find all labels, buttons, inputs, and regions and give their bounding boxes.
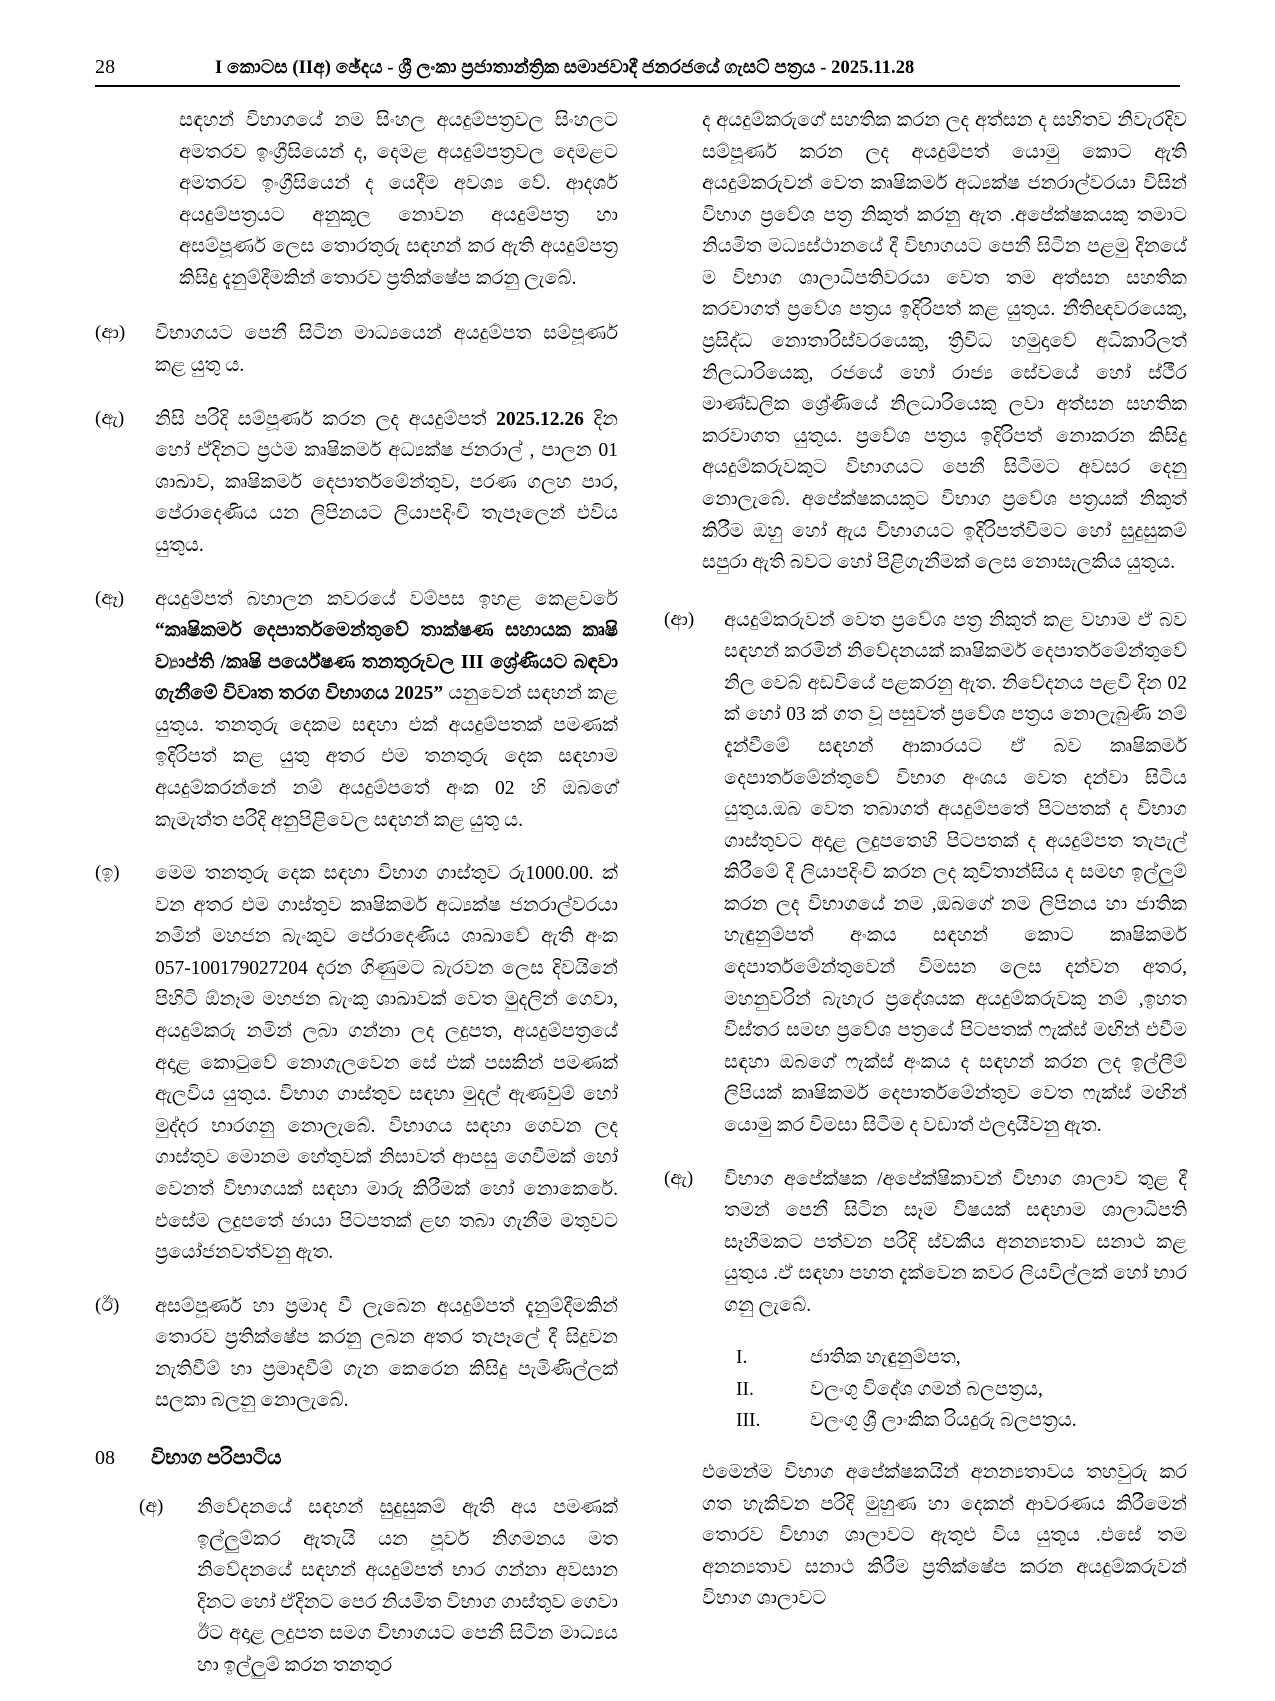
page-number: 28 (95, 56, 116, 78)
right-closing-paragraph: එමෙන්ම විභාග අපේක්ෂකයින් අනන්‍යතාවය තහවුරු කර ගත හැකිවන පරිදි මුහුණ හා දෙකන් ආවරණය කිරීමෙන් තොරව විභාග ශාලාවට ඇතුළු විය යුතුය .එසේ තම අනන්‍යතාව සනාථ කිරීම ප්‍රතික්ෂේප කරන අයදුම්කරුවන් විභාග ශාලාවට (702, 1462, 1187, 1610)
paragraph-aa (95, 318, 618, 381)
section-number: 08 (95, 1446, 115, 1469)
left-continuation-paragraph: සඳහන් විභාගයේ නම සිංහල අයදුම්පත්‍රවල සිංහලට අමතරව ඉංග්‍රීසියෙන් ද, දෙමළ අයදුම්පත්‍රවල දෙමළට අමතරව ඉංග්‍රීසියෙන් ද යෙදීම අවශ්‍ය වේ. ආදර්ශ අයදුම්පත්‍රයට අනුකූල නොවන අයදුම්පත්‍ර හා අසම්පූර්ණ ලෙස තොරතුරු සඳහන් කර ඇති අයදුම්පත්‍ර කිසිදු දැනුම්දීමකින් තොරව ප්‍රතික්ෂේප කරනු ලැබේ. (179, 110, 618, 289)
page-header (95, 56, 1180, 85)
paragraph-aee (95, 584, 618, 837)
text-segment: හි ඔබගේ කැමැත්ත පරිදි අනුපිළිවෙල සඳහන් කළ යුතු ය. (155, 777, 619, 831)
paragraph-text (155, 404, 618, 562)
form-field-number: 02 (495, 777, 515, 799)
text-segment: අයදුම්කරුවන් වෙත ප්‍රවේශ පත්‍ර නිකුත් කළ වහාම ඒ බව සඳහන් කරමින් නිවේදනයක් කෘෂිකර්ම දෙපාර්තමේන්තුවේ නිල වෙබ් අඩවියේ පළකරනු ඇත. නිවේදනය පළවී දින (724, 609, 1187, 694)
paragraph-i (95, 858, 618, 1269)
right-continuation-paragraph: ද අයදුම්කරුගේ සහතික කරන ලද අත්සන ද සහිතව නිවැරදිව සම්පූර්ණ කරන ලද අයදුම්පත් යොමු කොට ඇති අයදුම්කරුවන් වෙත කෘෂිකර්ම අධ්‍යක්ෂ ජනරාල්වරයා විසින් විභාග ප්‍රවේශ පත්‍ර නිකුත් කරනු ඇත .අපේක්ෂකයකු තමාට නියමිත මධ්‍යස්ථානයේ දී විභාගයට පෙනී සිටින පළමු දිනයේ ම විභාග ශාලාධිපතිවරයා වෙත තම අත්සන සහතික කරවාගත් ප්‍රවේශ පත්‍රය ඉදිරිපත් කළ යුතුය. නීතිඥවරයෙකු, ප්‍රසිද්ධ නොතාරිස්වරයෙකු, ත්‍රිවිධ හමුදාවේ අධිකාරිලත් නිලධාරියෙකු, රජයේ හෝ රාජ්‍ය සේවයේ හෝ ස්ථීර මාණ්ඩලික ශ්‍රේණියේ නිලධාරියෙකු ලවා අත්සන සහතික කරවාගත යුතුය. ප්‍රවේශ පත්‍රය ඉදිරිපත් නොකරන කිසිදු අයදුම්කරුවකුට විභාගයට පෙනී සිටීමට අවසර දෙනු නොලැබේ. අපේක්ෂකයකුට විභාග ප්‍රවේශ පත්‍රයක් නිකුත් කිරීම ඔහු හෝ ඇය විභාගයට ඉදිරිපත්වීමට හෝ සුදුසුකම් සපුරා ඇති බවට හෝ පිළිගැනීමක් ලෙස නොසැලකිය යුතුය. (702, 110, 1187, 574)
section-paragraph-a (139, 1492, 618, 1681)
paragraph-text: විභාග අපේක්ෂක /අපේක්ෂිකාවන් විභාග ශාලාව තුළ දී තමන් පෙනී සිටින සෑම විෂයක් සඳහාම ශාලාධිපති සෑහීමකට පත්වන පරිදි ස්වකීය අනන්‍යතාව සනාථ කළ යුතුය .ඒ සඳහා පහත දැක්වෙන කවර ලියවිල්ලක් හෝ භාර ගනු ලැබේ. (724, 1168, 1187, 1316)
exam-title-quote: “කෘෂිකර්ම දෙපාර්තමෙන්තුවේ තාක්ෂණ සහායක කෘෂි ව්‍යාප්ති /කෘෂි පර්යේෂණ තනතුරුවල III ශ්‍රේණියට බඳවා ගැනීමේ විවෘත තරග විභාගය 2025” (155, 620, 618, 705)
paragraph-text (155, 584, 618, 837)
deadline-date: 2025.12.26 (496, 408, 584, 430)
gazette-title: I කොටස (IIඅ) ඡේදය - ශ්‍රී ලංකා ප්‍රජාතාන්ත්‍රික සමාජවාදී ජනරජයේ ගැසට් පත්‍රය - 2025.11.28 (215, 58, 915, 78)
left-column (95, 105, 618, 1701)
list-item-number: II. (736, 1378, 754, 1400)
two-column-body (95, 105, 1187, 1701)
right-paragraph-ae (664, 1164, 1187, 1322)
text-segment: ක් ගත වූ පසුවත් ප්‍රවේශ පත්‍රය නොලැබුණි නම් දැන්වීමේ සඳහන් ආකාරයට ඒ බව කෘෂිකර්ම දෙපාර්තමේන්තුවේ විභාග අංශය වෙත දන්වා සිටිය යුතුය.ඔබ වෙත තබාගත් අයදුම්පතේ පිටපතක් ද විභාග ගාස්තුවට අදාළ ලදුපතෙහි පිටපතක් ද අයදුම්පත තැපැල් කිරීමේ දී ලියාපදිංචි කරන ලද කුවිතාන්සිය ද සමඟ ඉල්ලුම් කරන ලද විභාගයේ නම ,ඔබගේ නම ලිපිනය හා ජාතික හැඳුනුම්පත් අංකය සඳහන් කොට කෘෂිකර්ම දෙපාර්තමේන්තුවෙන් විමසන ලෙස දන්වන අතර, මහනුවරින් බැහැර ප්‍රදේශයක අයදුම්කරුවකු නම් ,ඉහත විස්තර සමඟ ප්‍රවේශ පත්‍රයේ පිටපතක් ෆැක්ස් මඟින් එවීම සඳහා ඔබගේ ෆැක්ස් අංකය ද සඳහන් කරන ලද ඉල්ලීම් ලිපියක් කෘෂිකර්ම දෙපාර්තමේන්තුව වෙත ෆැක්ස් මඟින් යොමු කර විමසා සිටීම ද වඩාත් ඵලදායීවනු ඇත. (724, 704, 1187, 1136)
text-segment: යනුවෙන් සඳහන් කළ යුතුය. තනතුරු දෙකම සඳහා එක් අයදුම්පතක් පමණක් ඉදිරිපත් කළ යුතු අතර එම තනතුරු දෙක සඳහාම අයදුම්කරන්නේ නම් අයදුම්පතේ අංක (155, 683, 618, 799)
list-item-label: වලංගු විදේශ ගමන් බලපත්‍රය, (810, 1378, 1043, 1400)
section-title: විභාග පරිපාටිය (151, 1446, 282, 1469)
paragraph-marker: (ඇ) (95, 407, 125, 429)
paragraph-ae (95, 404, 618, 562)
header-divider (95, 85, 1180, 87)
section-heading-08 (95, 1447, 618, 1470)
text-segment: නිසි පරිදි සම්පූර්ණ කරන ලද අයදුම්පත් (155, 408, 497, 430)
list-item-label: වලංගු ශ්‍රී ලාංකික රියදුරු බලපත්‍රය. (810, 1409, 1077, 1431)
identity-document-list (718, 1343, 1187, 1435)
exam-fee-amount: 1000.00. (525, 863, 594, 885)
paragraph-text: නිවේදනයේ සඳහන් සුදුසුකම් ඇති අය පමණක් ඉල්ලුම්කර ඇතැයි යන පූර්ව නිගමනය මත නිවේදනයේ සඳහන් අයදුම්පත් භාර ගන්නා අවසාන දිනට හෝ ඒදිනට පෙර නියමිත විභාග ගාස්තුව ගෙවා ඊට අදාළ ලදුපත සමග විභාගයට පෙනී සිටින මාධ්‍යය හා ඉල්ලුම් කරන තනතුර (197, 1496, 618, 1676)
paragraph-marker: (ඈ) (95, 587, 125, 609)
branch-number: 01 (598, 440, 618, 462)
paragraph-marker: (ඇ) (664, 1167, 694, 1189)
days-count-two: 02 (1167, 672, 1187, 694)
text-segment: අයදුම්පත් බහාලන කවරයේ වම්පස ඉහළ කෙළවරේ (155, 588, 618, 610)
paragraph-text: අසම්පූර්ණ හා ප්‍රමාද වී ලැබෙන අයදුම්පත් දැනුම්දීමකින් තොරව ප්‍රතික්ෂේප කරනු ලබන අතර තැපෑලේ දී සිදුවන නැතිවීම් හා ප්‍රමාදවීම් ගැන කෙරෙන කිසිදු පැමිණිල්ලක් සලකා බලනු නොලැබේ. (155, 1295, 618, 1412)
paragraph-marker: (ආ) (95, 322, 126, 344)
text-segment: ශාඛාව, කෘෂිකර්ම දෙපාර්තමේන්තුව, පරණ ගලහ පාර, පේරාදෙණිය යන ලිපිනයට ලියාපදිංචි තැපෑලෙන් එවිය යුතුය. (155, 471, 618, 556)
paragraph-marker: (ඉ) (95, 862, 120, 884)
paragraph-text (155, 858, 618, 1269)
paragraph-marker: (ඊ) (95, 1294, 120, 1316)
paragraph-text (724, 605, 1187, 1142)
list-item (718, 1406, 1187, 1435)
paragraph-marker: (ආ) (664, 608, 695, 630)
text-segment: ක් වන අතර එම ගාස්තුව කෘෂිකර්ම අධ්‍යක්ෂ ජනරාල්වරයා නමින් මහජන බැංකුව පේරාදෙණිය ශාඛාවේ ඇති අංක (155, 863, 618, 948)
text-segment: මෙම තනතුරු දෙක සඳහා විභාග ගාස්තුව රු (155, 863, 526, 885)
text-segment: දරන ගිණුමට බැරවන ලෙස දිවයිනේ පිහිටි ඕනෑම මහජන බැංකු ශාඛාවක් වෙත මුදලින් ගෙවා, අයදුම්කරු නමින් ලබා ගන්නා ලද ලදුපත, අයදුම්පත්‍රයේ අදාළ කොටුවේ නොගැලවෙන සේ එක් පසකින් පමණක් ඇලවිය යුතුය. විභාග ගාස්තුව සඳහා මුදල් ඇණවුම් හෝ මුද්දර භාරගනු නොලැබේ. විභාගය සඳහා ගෙවන ලද ගාස්තුව මොනම හේතුවක් නිසාවත් ආපසු ගෙවීමක් හෝ වෙනත් විභාගයක් සඳහා මාරු කිරීමක් හෝ නොකෙරේ. එසේම ලදුපතේ ඡායා පිටපතක් ළඟ තබා ගැනීම මතුවට ප්‍රයෝජනවත්වනු ඇත. (155, 957, 618, 1264)
list-item (718, 1375, 1187, 1404)
paragraph-text: විභාගයට පෙනී සිටින මාධ්‍යයෙන් අයදුම්පත සම්පූර්ණ කළ යුතු ය. (155, 323, 618, 377)
text-segment: ක් හෝ (724, 704, 787, 726)
text-segment: දින හෝ ඒදිනට ප්‍රථම කෘෂිකර්ම අධ්‍යක්ෂ ජනරාල් , පාලන (155, 408, 618, 462)
right-column (664, 105, 1187, 1641)
bank-account-number: 057-100179027204 (155, 957, 308, 979)
paragraph-ii (95, 1291, 618, 1417)
list-item (718, 1343, 1187, 1372)
days-count-three: 03 (786, 704, 806, 726)
list-item-number: III. (736, 1409, 761, 1431)
list-item-label: ජාතික හැඳුනුම්පත, (810, 1347, 961, 1369)
paragraph-marker: (අ) (139, 1495, 164, 1517)
list-item-number: I. (736, 1347, 748, 1369)
right-paragraph-aa (664, 605, 1187, 1142)
